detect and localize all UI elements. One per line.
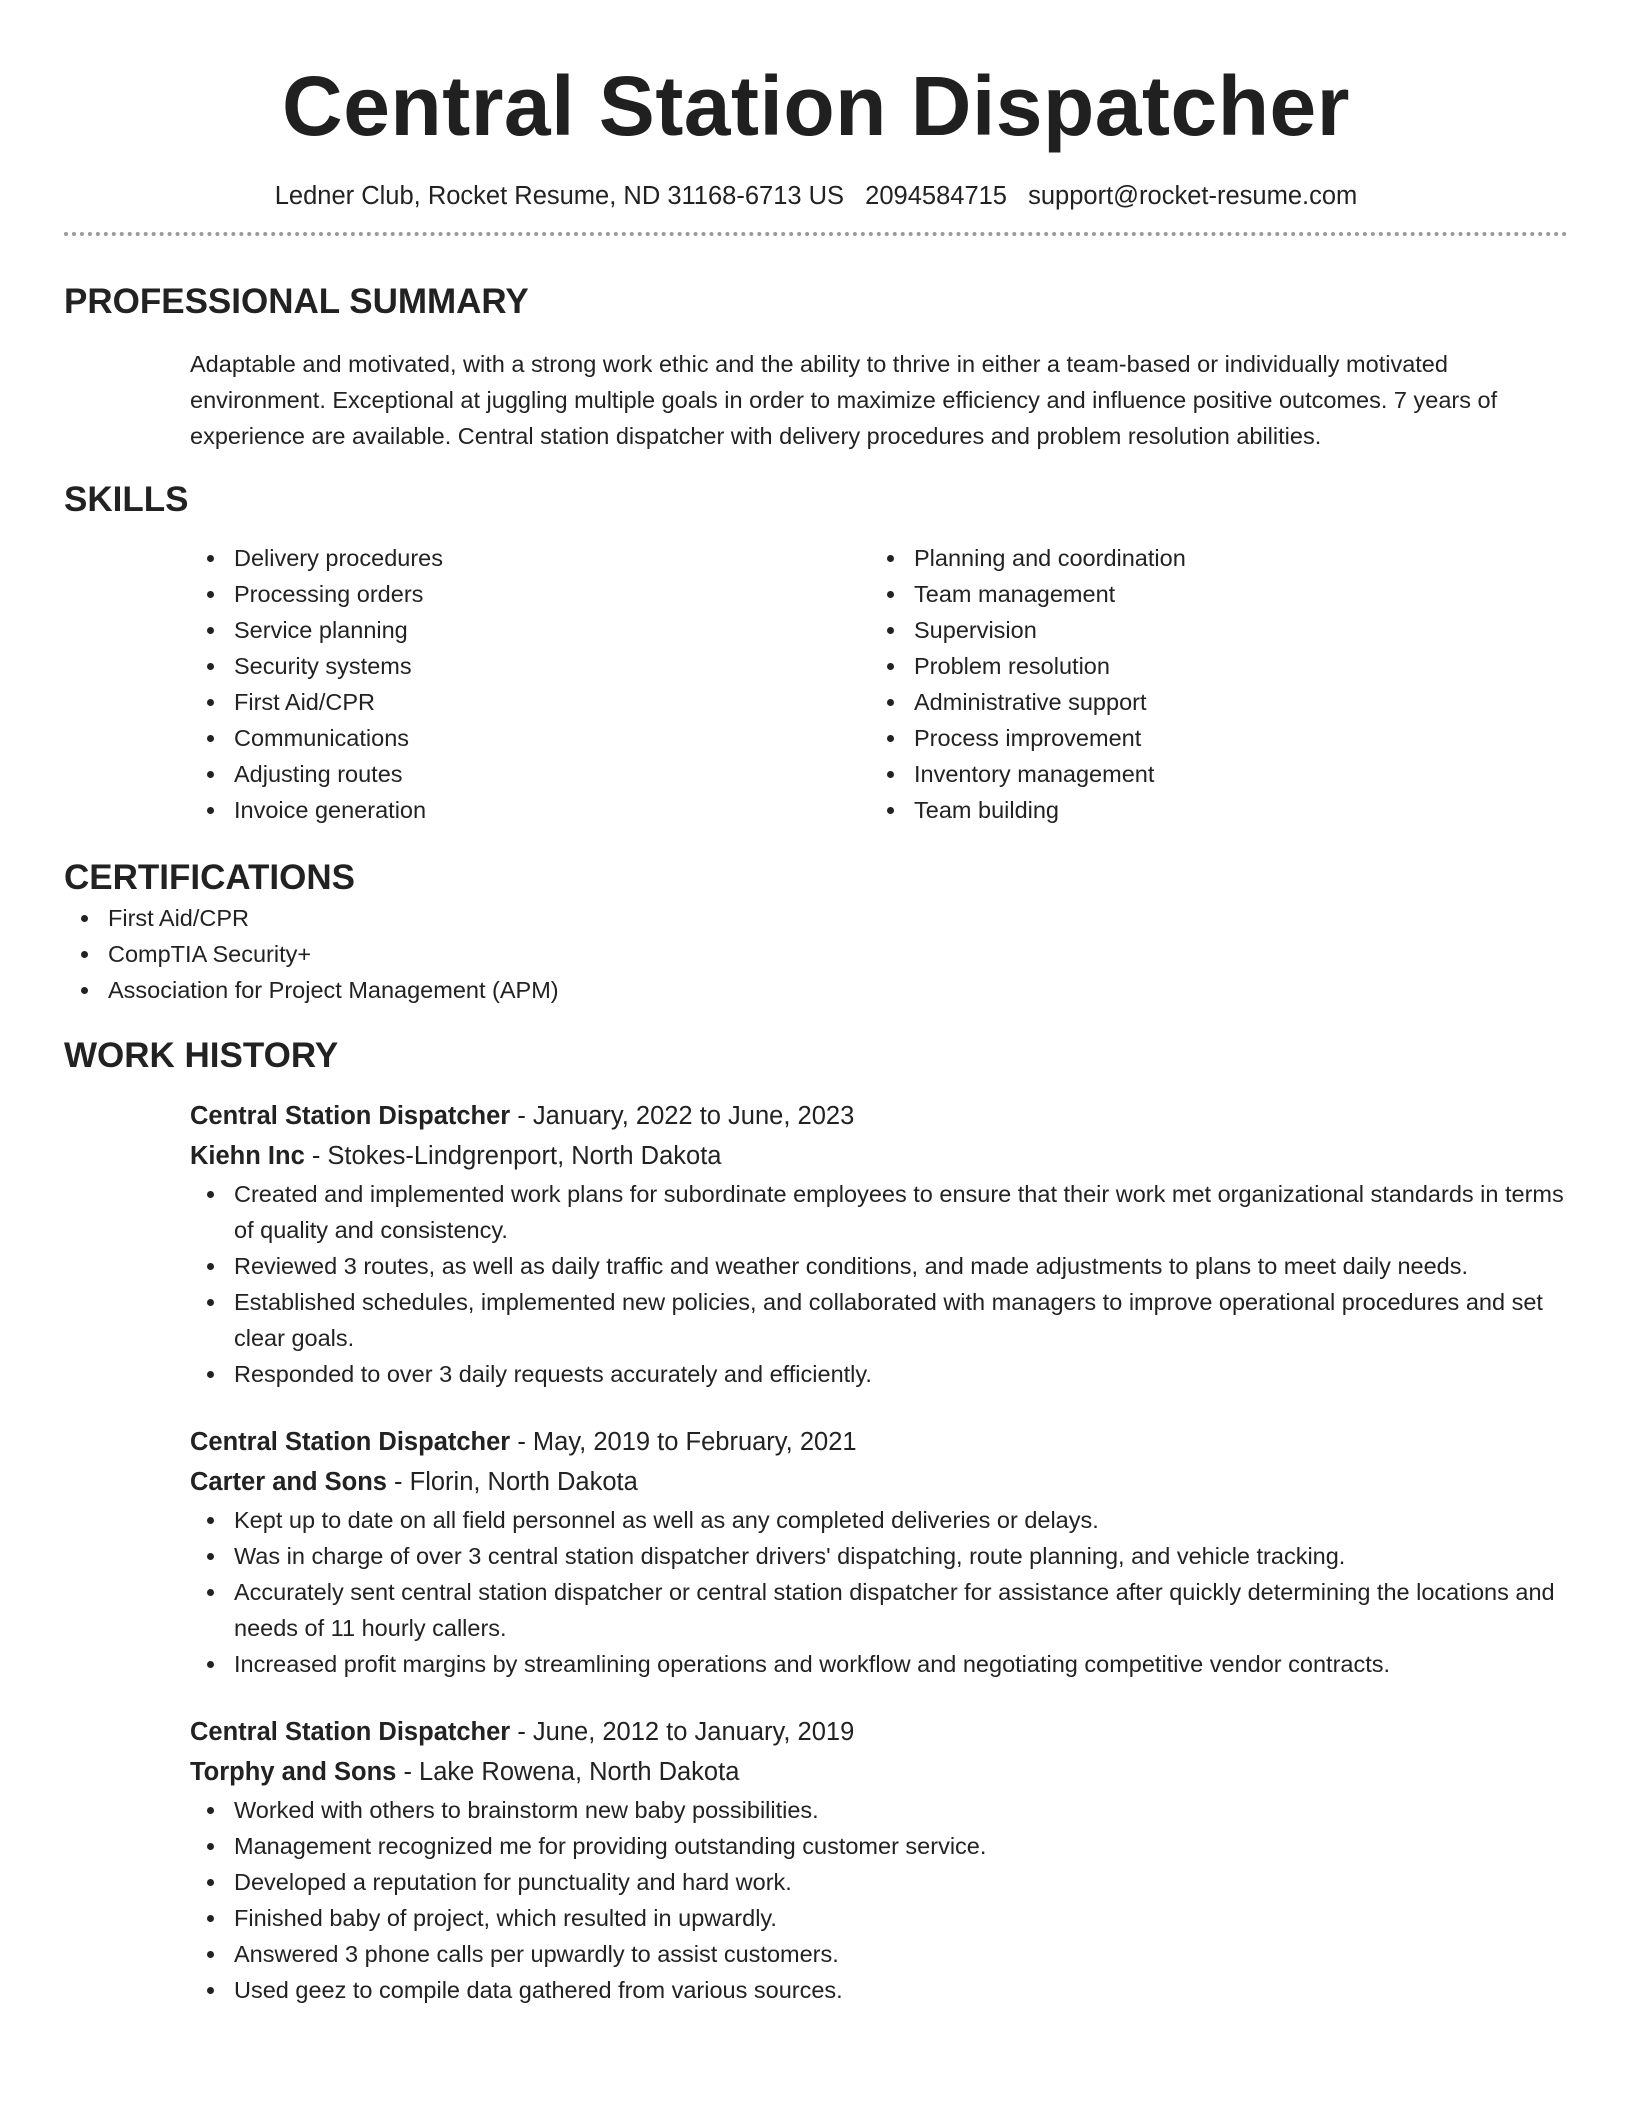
job-bullet: Reviewed 3 routes, as well as daily traffic and weather conditions, and made adjustments to plans to meet daily needs. (190, 1248, 1568, 1284)
job-bullet: Increased profit margins by streamlining operations and workflow and negotiating competitive vendor contracts. (190, 1646, 1568, 1682)
skill-item: Administrative support (870, 684, 1510, 720)
job-company-line (190, 1462, 1568, 1502)
work-history-heading: WORK HISTORY (64, 1036, 339, 1075)
candidate-name: Central Station Dispatcher (282, 59, 1350, 153)
job-bullet: Kept up to date on all field personnel as well as any completed deliveries or delays. (190, 1502, 1568, 1538)
job-bullet: Finished baby of project, which resulted in upwardly. (190, 1900, 1568, 1936)
job-dates: - May, 2019 to February, 2021 (510, 1428, 857, 1456)
certification-item: Association for Project Management (APM) (64, 972, 1568, 1008)
job-bullet: Created and implemented work plans for subordinate employees to ensure that their work met organizational standards in terms of quality and consistency. (190, 1176, 1568, 1248)
job-bullet: Used geez to compile data gathered from various sources. (190, 1972, 1568, 2008)
job-title-line (190, 1712, 1568, 1752)
job-company: Torphy and Sons (190, 1758, 397, 1786)
job-position: Central Station Dispatcher (190, 1718, 511, 1746)
skill-item: Process improvement (870, 720, 1510, 756)
job-bullet: Answered 3 phone calls per upwardly to assist customers. (190, 1936, 1568, 1972)
job-bullet: Established schedules, implemented new policies, and collaborated with managers to improve operational procedures and set clear goals. (190, 1284, 1568, 1356)
skill-item: Inventory management (870, 756, 1510, 792)
skills-list-right (870, 540, 1510, 828)
job-company: Kiehn Inc (190, 1142, 305, 1170)
header-divider (64, 232, 1568, 236)
job-location: - Florin, North Dakota (386, 1468, 638, 1496)
certifications-list (64, 900, 1568, 1008)
job-company-line (190, 1136, 1568, 1176)
job-bullets (190, 1176, 1568, 1392)
summary-text: Adaptable and motivated, with a strong work ethic and the ability to thrive in either a team-based or individually motivated environment. Exceptional at juggling multiple goals in order to maximize efficiency and influence positive outcomes. 7 years of experience are available. Central station dispatcher with delivery procedures and problem resolution abilities. (190, 351, 1498, 449)
job-position: Central Station Dispatcher (190, 1102, 511, 1130)
certifications-heading: CERTIFICATIONS (64, 858, 356, 897)
job-bullet: Management recognized me for providing outstanding customer service. (190, 1828, 1568, 1864)
job-bullets (190, 1502, 1568, 1682)
job-bullet: Worked with others to brainstorm new baby possibilities. (190, 1792, 1568, 1828)
job-location: - Stokes-Lindgrenport, North Dakota (304, 1142, 722, 1170)
job-bullet: Responded to over 3 daily requests accurately and efficiently. (190, 1356, 1568, 1392)
job-entry (190, 1712, 1568, 2008)
job-bullet: Accurately sent central station dispatcher or central station dispatcher for assistance after quickly determining the locations and needs of 11 hourly callers. (190, 1574, 1568, 1646)
job-bullet: Was in charge of over 3 central station dispatcher drivers' dispatching, route planning, and vehicle tracking. (190, 1538, 1568, 1574)
job-entry (190, 1096, 1568, 1392)
skill-item: Invoice generation (190, 792, 870, 828)
skill-item: Service planning (190, 612, 870, 648)
certification-item: First Aid/CPR (64, 900, 1568, 936)
contact-line (64, 180, 1568, 212)
skill-item: First Aid/CPR (190, 684, 870, 720)
contact-address: Ledner Club, Rocket Resume, ND 31168-6713 US (274, 182, 845, 210)
skill-item: Processing orders (190, 576, 870, 612)
job-position: Central Station Dispatcher (190, 1428, 511, 1456)
job-entry (190, 1422, 1568, 1682)
job-title-line (190, 1422, 1568, 1462)
skills-columns (190, 540, 1568, 828)
job-dates: - June, 2012 to January, 2019 (510, 1718, 855, 1746)
job-company-line (190, 1752, 1568, 1792)
skill-item: Delivery procedures (190, 540, 870, 576)
job-dates: - January, 2022 to June, 2023 (510, 1102, 855, 1130)
skill-item: Team building (870, 792, 1510, 828)
skill-item: Supervision (870, 612, 1510, 648)
summary-heading: PROFESSIONAL SUMMARY (64, 282, 529, 321)
contact-email: support@rocket-resume.com (1028, 182, 1358, 210)
skill-item: Team management (870, 576, 1510, 612)
skills-list-left (190, 540, 870, 828)
skill-item: Security systems (190, 648, 870, 684)
skill-item: Problem resolution (870, 648, 1510, 684)
job-location: - Lake Rowena, North Dakota (396, 1758, 740, 1786)
certification-item: CompTIA Security+ (64, 936, 1568, 972)
skill-item: Adjusting routes (190, 756, 870, 792)
job-bullets (190, 1792, 1568, 2008)
job-bullet: Developed a reputation for punctuality and hard work. (190, 1864, 1568, 1900)
skills-heading: SKILLS (64, 480, 189, 519)
skill-item: Planning and coordination (870, 540, 1510, 576)
resume-page (64, 0, 1568, 2112)
job-title-line (190, 1096, 1568, 1136)
contact-phone: 2094584715 (865, 182, 1007, 210)
skill-item: Communications (190, 720, 870, 756)
job-company: Carter and Sons (190, 1468, 387, 1496)
